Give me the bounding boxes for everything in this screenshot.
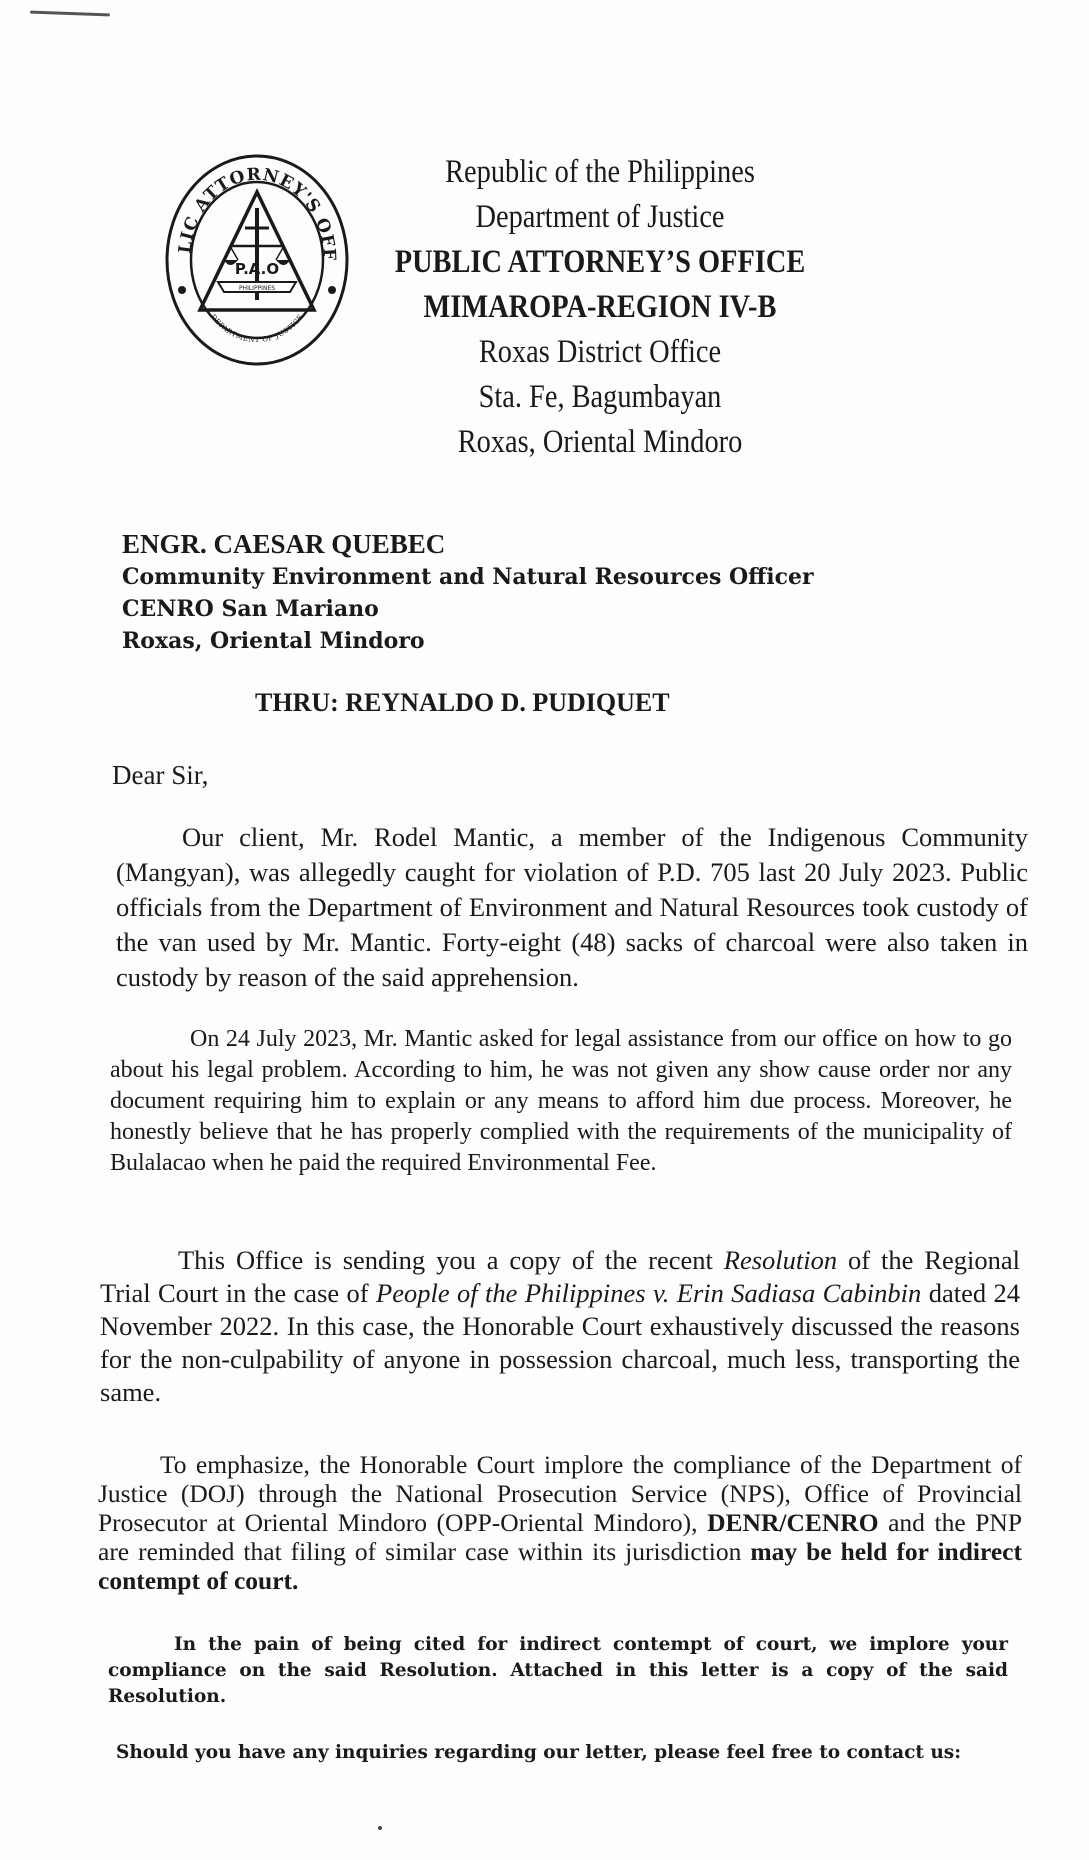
letterhead-district: Roxas District Office <box>478 334 722 370</box>
paragraph-1: Our client, Mr. Rodel Mantic, a member of the Indigenous Community (Mangyan), was allegedly caught for violation of P.D. 705 last 20 July 2023. Public officials from the Department of Environment and Natural Resources took custody of the van used by Mr. Mantic. Forty-eight (48) sacks of charcoal were also taken in custody by reason of the said apprehension. <box>116 822 1028 992</box>
letterhead-address2: Roxas, Oriental Mindoro <box>457 424 743 460</box>
paragraph-3-text-a: This Office is sending you a copy of the recent <box>178 1245 724 1275</box>
contempt-bold: may be held for indirect contempt of court. <box>98 1537 1022 1595</box>
public-attorneys-office-seal-icon <box>162 150 352 370</box>
addressee-office: CENRO San Mariano <box>122 596 379 622</box>
svg-text:PUBLIC ATTORNEY'S OFFICE: LIC ATTORNEY'S OFF <box>175 164 340 262</box>
case-title-italic: People of the Philippines v. Erin Sadiasa Cabinbin <box>376 1278 922 1308</box>
letterhead-republic: Republic of the Philippines <box>445 154 755 190</box>
scan-mark <box>30 11 110 17</box>
paragraph-4-text-b: and the PNP are reminded that filing of similar case within its jurisdiction <box>98 1508 1023 1566</box>
svg-text:P.A.O: P.A.O <box>234 260 280 278</box>
svg-text:DEPARTMENT OF JUSTICE: DEPARTMENT OF JUSTICE <box>209 312 305 345</box>
scan-dot <box>378 1826 382 1830</box>
letterhead-region: MIMAROPA-REGION IV-B <box>423 289 777 325</box>
denr-cenro-bold: DENR/CENRO <box>707 1508 879 1537</box>
letterhead <box>340 150 860 465</box>
addressee-location: Roxas, Oriental Mindoro <box>122 628 425 654</box>
paragraph-3 <box>100 1244 1020 1409</box>
pao-seal <box>162 150 352 370</box>
paragraph-6: Should you have any inquiries regarding our letter, please feel free to contact us: <box>116 1742 962 1763</box>
paragraph-3-text-b: of the Regional Trial Court in the case of <box>100 1245 1020 1308</box>
salutation: Dear Sir, <box>112 760 209 790</box>
addressee-title: Community Environment and Natural Resources Officer <box>122 564 814 590</box>
addressee-block <box>122 527 922 657</box>
letterhead-address1: Sta. Fe, Bagumbayan <box>478 379 722 415</box>
paragraph-4 <box>98 1450 1022 1595</box>
resolution-italic: Resolution <box>723 1245 838 1275</box>
thru-line: THRU: REYNALDO D. PUDIQUET <box>255 688 670 717</box>
paragraph-2: On 24 July 2023, Mr. Mantic asked for legal assistance from our office on how to go about his legal problem. According to him, he was not given any show cause order nor any document requiring him to explain or any means to afford him due process. Moreover, he honestly believe that he has properly complied with the requirements of the municipality of Bulalacao when he paid the required Environmental Fee. <box>110 1026 1012 1176</box>
paragraph-5: In the pain of being cited for indirect contempt of court, we implore your compliance on the said Resolution. Attached in this letter is a copy of the said Resolution. <box>108 1634 1008 1707</box>
letterhead-department: Department of Justice <box>475 199 725 235</box>
addressee-name: ENGR. CAESAR QUEBEC <box>122 529 446 559</box>
letterhead-office: PUBLIC ATTORNEY’S OFFICE <box>394 244 806 280</box>
svg-text:PHILIPPINES: PHILIPPINES <box>238 285 276 292</box>
paragraph-4-text-a: To emphasize, the Honorable Court implore the compliance of the Department of Justice (DOJ) through the National Prosecution Service (NPS), Office of Provincial Prosecutor at Oriental Mindoro (OPP-Oriental Mindoro), <box>98 1450 1022 1537</box>
paragraph-3-text-c: dated 24 November 2022. In this case, the Honorable Court exhaustively discussed the reasons for the non-culpability of anyone in possession charcoal, much less, transporting the same. <box>100 1278 1021 1407</box>
